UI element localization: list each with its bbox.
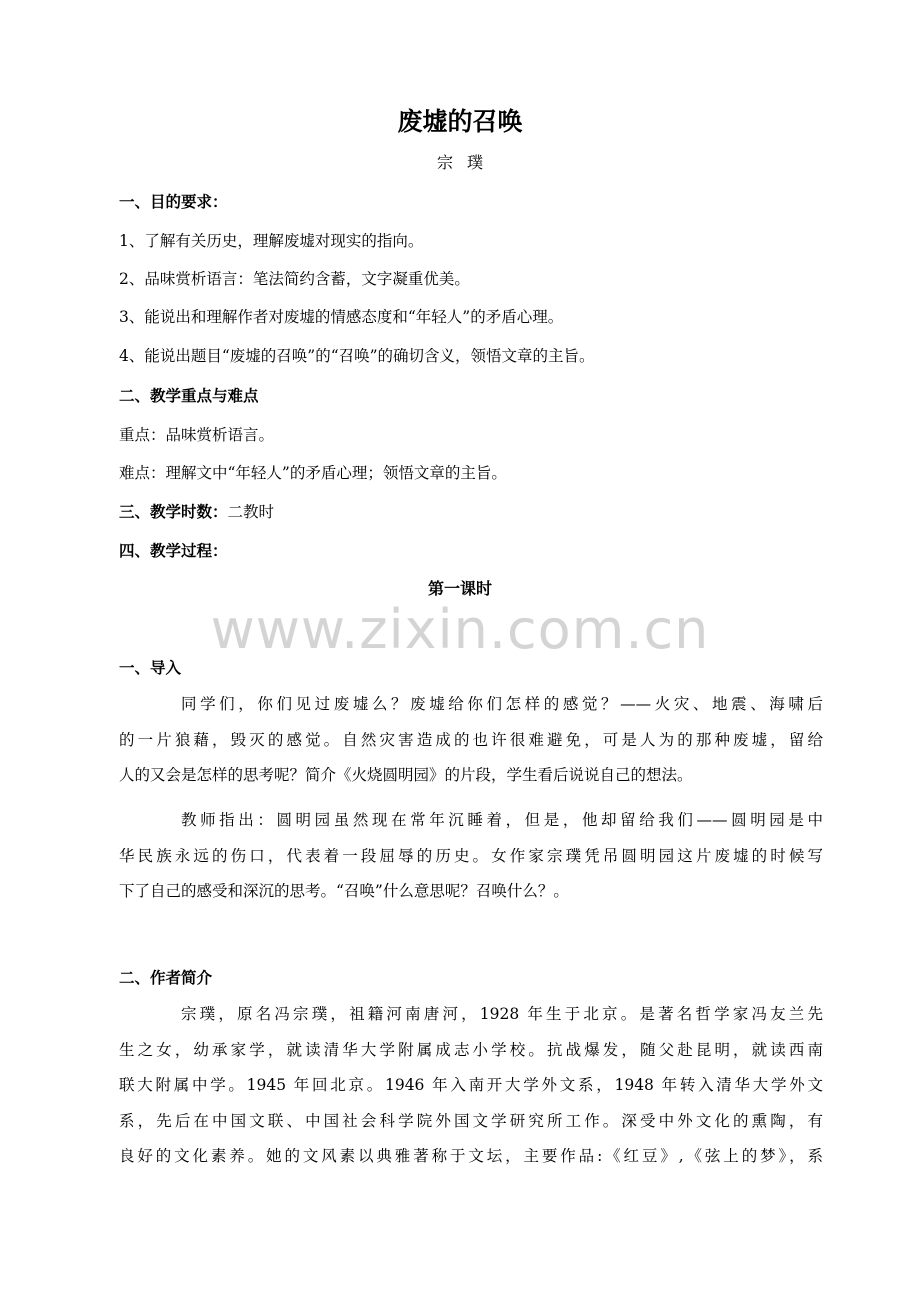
section-heading-objectives: 一、目的要求：: [119, 193, 228, 211]
section-heading-process: 四、教学过程：: [119, 542, 228, 560]
teaching-hours-value: 二教时: [227, 503, 275, 521]
objective-item: 1、了解有关历史，理解废墟对现实的指向。: [119, 232, 424, 250]
teaching-hours: [119, 500, 274, 522]
objective-item: 4、能说出题目“废墟的召唤”的“召唤”的确切含义，领悟文章的主旨。: [119, 347, 595, 365]
paragraph-line: 华民族永远的伤口，代表着一段屈辱的历史。女作家宗璞凭吊圆明园这片废墟的时候写: [119, 846, 823, 865]
intro-paragraph-2: [119, 803, 823, 910]
lesson-title: 第一课时: [427, 579, 492, 598]
paragraph-line: 宗璞，原名冯宗璞，祖籍河南唐河，1928 年生于北京。是著名哲学家冯友兰先: [181, 1005, 823, 1023]
author-name: 宗璞: [436, 153, 497, 172]
section-heading-hours: 三、教学时数：: [119, 503, 228, 521]
paragraph-line: 的一片狼藉，毁灭的感觉。自然灾害造成的也许很难避免，可是人为的那种废墟，留给: [119, 730, 823, 749]
intro-paragraph-1: [119, 687, 823, 794]
subsection-heading-author-bio: 二、作者简介: [119, 969, 213, 987]
paragraph-line: 同学们，你们见过废墟么？废墟给你们怎样的感觉？——火灾、地震、海啸后: [181, 695, 823, 713]
paragraph-line: 下了自己的感受和深沉的思考。“召唤”什么意思呢？召唤什么？。: [119, 882, 569, 900]
paragraph-line: 生之女，幼承家学，就读清华大学附属成志小学校。抗战爆发，随父赴昆明，就读西南: [119, 1040, 823, 1059]
subsection-heading-intro: 一、导入: [119, 659, 182, 677]
paragraph-line: 教师指出：圆明园虽然现在常年沉睡着，但是，他却留给我们——圆明园是中: [181, 811, 823, 829]
key-point: 重点：品味赏析语言。: [119, 426, 275, 444]
objective-item: 3、能说出和理解作者对废墟的情感态度和“年轻人”的矛盾心理。: [119, 308, 564, 326]
author-bio-paragraph: [119, 997, 823, 1175]
paragraph-line: 人的又会是怎样的思考呢？简介《火烧圆明园》的片段，学生看后说说自己的想法。: [119, 766, 693, 784]
paragraph-line: 良好的文化素养。她的文风素以典雅著称于文坛，主要作品:《红豆》,《弦上的梦》，系: [119, 1147, 823, 1165]
paragraph-line: 系，先后在中国文联、中国社会科学院外国文学研究所工作。深受中外文化的熏陶，有: [119, 1111, 823, 1130]
paragraph-line: 联大附属中学。1945 年回北京。1946 年入南开大学外文系，1948 年转入清华大学外文: [119, 1076, 823, 1094]
watermark: www.zixin.com.cn: [210, 598, 710, 661]
difficult-point: 难点：理解文中“年轻人”的矛盾心理；领悟文章的主旨。: [119, 464, 507, 482]
section-heading-focus: 二、教学重点与难点: [119, 387, 259, 405]
document-title: 废墟的召唤: [397, 107, 523, 136]
objective-item: 2、品味赏析语言：笔法简约含蓄，文字凝重优美。: [119, 270, 470, 288]
